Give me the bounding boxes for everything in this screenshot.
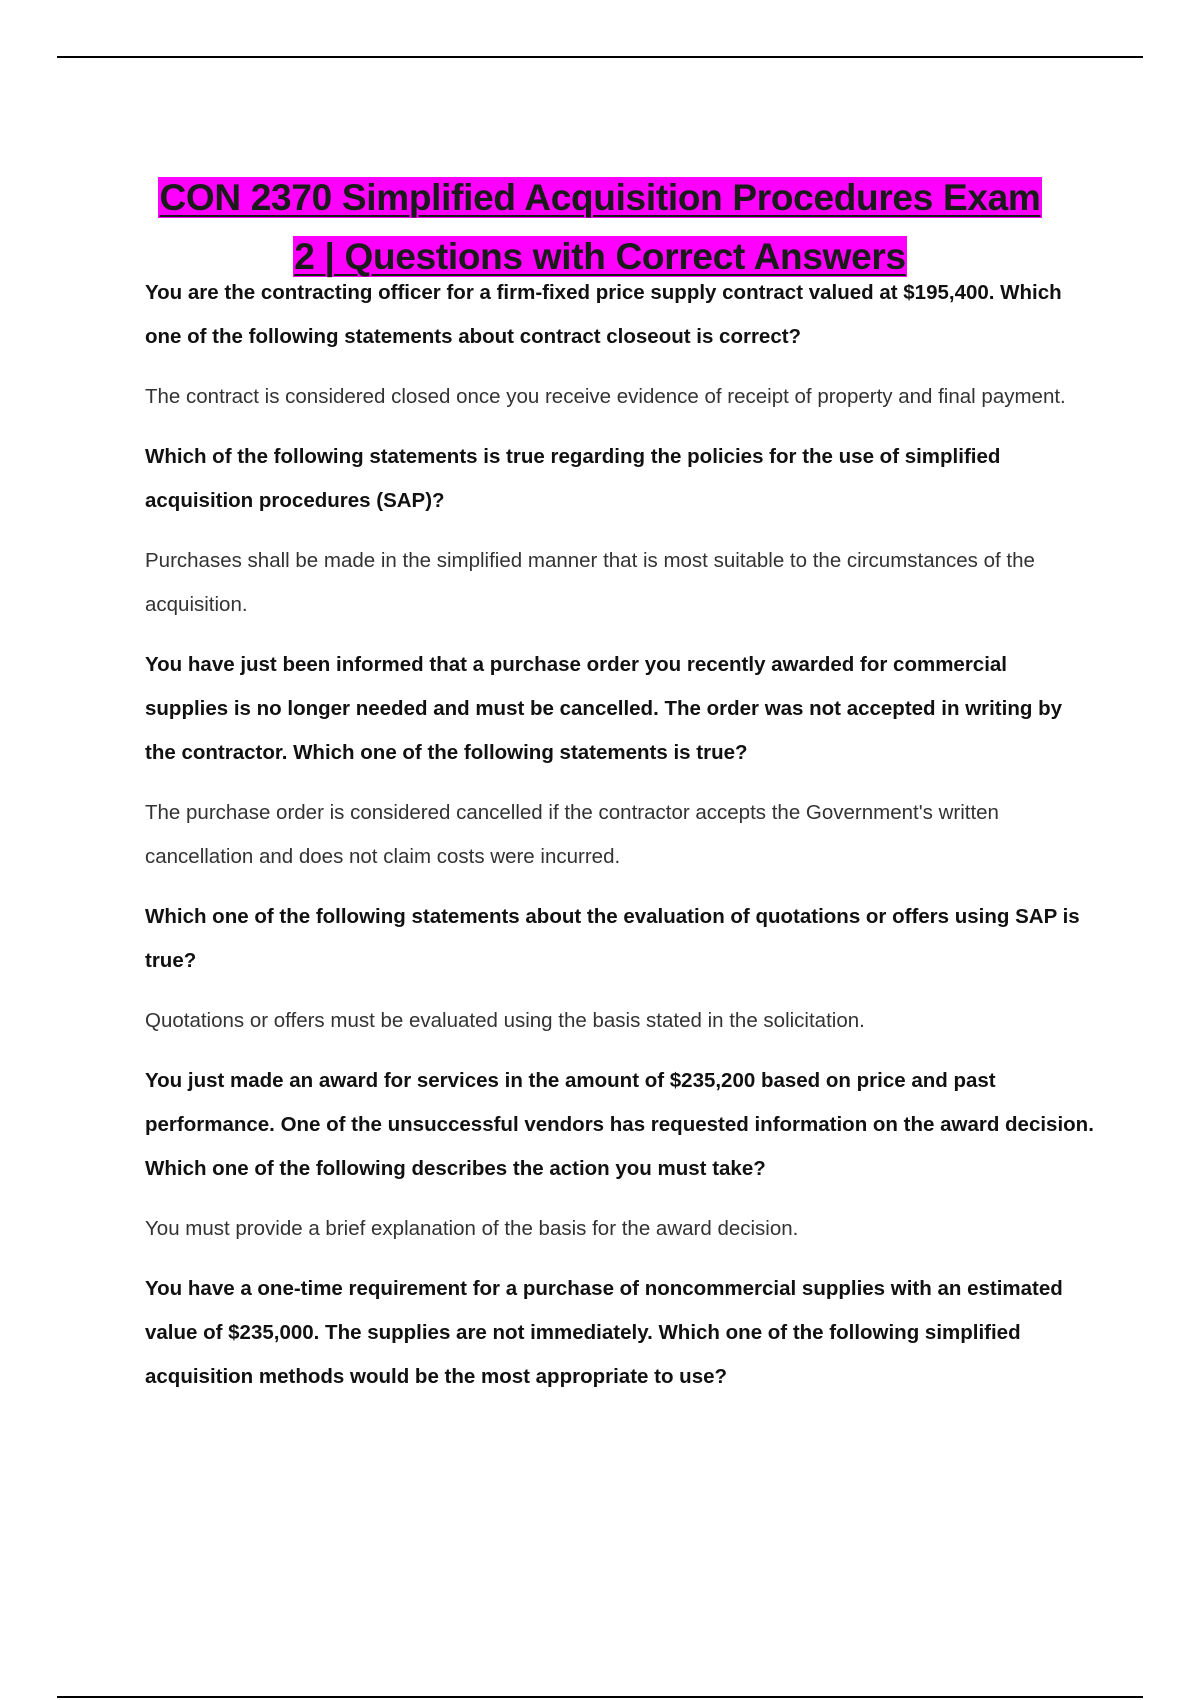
qa-list [145, 271, 1095, 1399]
question-text: Which of the following statements is true regarding the policies for the use of simplified acquisition procedures (SAP)? [145, 445, 1001, 512]
footer-rule [57, 1696, 1143, 1698]
question-text: You are the contracting officer for a firm-fixed price supply contract valued at $195,400. Which one of the following statements about contract closeout is correct? [145, 281, 1062, 348]
answer-text: The purchase order is considered cancelled if the contractor accepts the Government's written cancellation and does not claim costs were incurred. [145, 801, 999, 868]
document-title-line-1: CON 2370 Simplified Acquisition Procedures Exam [159, 176, 1041, 218]
answer-text: Quotations or offers must be evaluated using the basis stated in the solicitation. [145, 1009, 865, 1032]
header-rule [57, 56, 1143, 58]
qa-item [145, 895, 1095, 1043]
answer-text: Purchases shall be made in the simplified manner that is most suitable to the circumstances of the acquisition. [145, 549, 1035, 616]
document-title-line-2: 2 | Questions with Correct Answers [294, 235, 906, 277]
document-title [80, 168, 1120, 286]
question-text: You just made an award for services in the amount of $235,200 based on price and past performance. One of the unsuccessful vendors has requested information on the award decision. Which one of the following describes the action you must take? [145, 1069, 1094, 1180]
qa-item [145, 1059, 1095, 1251]
answer-text: You must provide a brief explanation of the basis for the award decision. [145, 1217, 799, 1240]
qa-item [145, 643, 1095, 879]
question-text: Which one of the following statements about the evaluation of quotations or offers using SAP is true? [145, 905, 1080, 972]
qa-item [145, 1267, 1095, 1399]
question-text: You have just been informed that a purchase order you recently awarded for commercial supplies is no longer needed and must be cancelled. The order was not accepted in writing by the contractor. Which one of the following statements is true? [145, 653, 1062, 764]
qa-item [145, 435, 1095, 627]
question-text: You have a one-time requirement for a purchase of noncommercial supplies with an estimated value of $235,000. The supplies are not immediately. Which one of the following simplified acquisition methods would be the most appropriate to use? [145, 1277, 1063, 1388]
qa-item [145, 271, 1095, 419]
answer-text: The contract is considered closed once you receive evidence of receipt of property and final payment. [145, 385, 1066, 408]
